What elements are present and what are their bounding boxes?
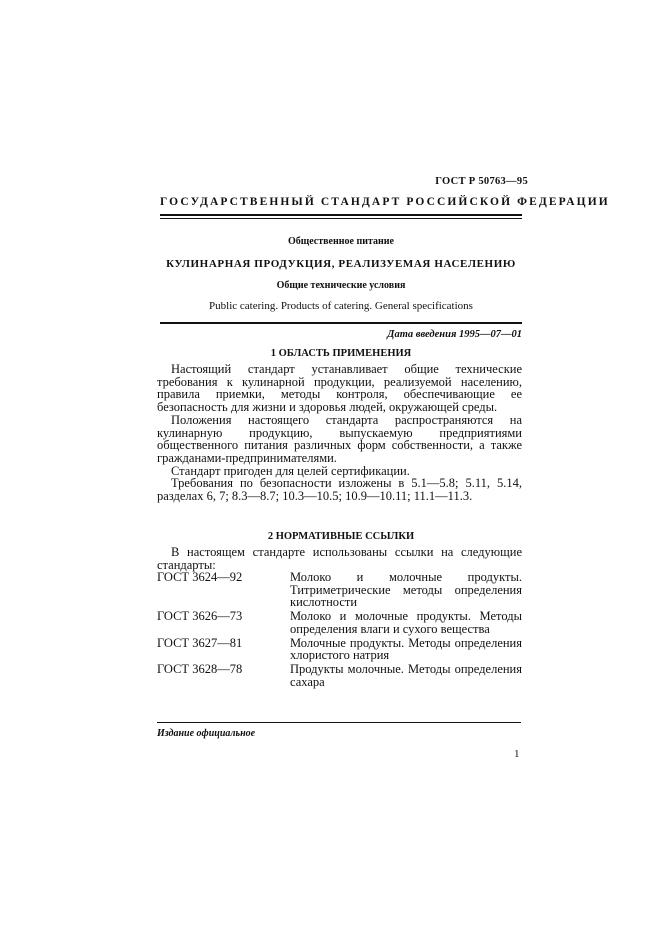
section-1-heading: 1 ОБЛАСТЬ ПРИМЕНЕНИЯ [270,348,412,359]
footer-rule [157,722,521,723]
reference-item [157,663,522,688]
reference-title: Продукты молочные. Методы определения сахара [290,661,522,689]
state-standard-heading: ГОСУДАРСТВЕННЫЙ СТАНДАРТ РОССИЙСКОЙ ФЕДЕРАЦИИ [160,196,610,208]
reference-title: Молоко и молочные продукты. Методы определения влаги и сухого вещества [290,609,522,636]
header-rule-thick [160,214,522,216]
section-2-heading: 2 НОРМАТИВНЫЕ ССЫЛКИ [267,531,415,542]
title-rule [160,322,522,324]
section-1-body [157,363,522,503]
reference-code: ГОСТ 3624—92 [157,570,243,584]
page-number: 1 [514,748,520,760]
english-title: Public catering. Products of catering. General specifications [209,300,473,312]
section-1-paragraph: Положения настоящего стандарта распространяются на кулинарную продукцию, выпускаемую предприятиями общественного питания различных форм собственности, а также гражданами-предпринимателями. [157,412,522,465]
section-2-intro [157,546,522,571]
references-list [157,571,522,689]
section-1-paragraph: Стандарт пригоден для целей сертификации. [171,463,410,478]
document-code: ГОСТ Р 50763—95 [435,176,528,187]
reference-item [157,637,522,662]
edition-label: Издание официальное [157,728,256,739]
section-1-paragraph: Настоящий стандарт устанавливает общие технические требования к кулинарной продукции, реализуемой населению, правила приемки, методы контроля, обеспечивающие ее безопасность для жизни и здоровья людей, окружающей среды. [157,362,522,415]
reference-code: ГОСТ 3626—73 [157,609,243,624]
reference-item [157,571,522,609]
reference-item [157,610,522,635]
reference-title: Молочные продукты. Методы определения хлористого натрия [290,635,522,663]
header-rule-thin [160,218,522,219]
document-title: КУЛИНАРНАЯ ПРОДУКЦИЯ, РЕАЛИЗУЕМАЯ НАСЕЛЕНИЮ [166,258,516,270]
category-label: Общественное питание [288,236,394,247]
section-2-intro-text: В настоящем стандарте использованы ссылки на следующие стандарты: [157,545,522,572]
reference-title: Молоко и молочные продукты. Титриметрические методы определения кислотности [290,570,522,610]
document-subtitle: Общие технические условия [276,280,406,291]
section-1-paragraph: Требования по безопасности изложены в 5.1—5.8; 5.11, 5.14, разделах 6, 7; 8.3—8.7; 10.3—10.5; 10.9—10.11; 11.1—11.3. [157,476,522,504]
reference-code: ГОСТ 3627—81 [157,635,243,650]
introduction-date: Дата введения 1995—07—01 [387,329,522,340]
reference-code: ГОСТ 3628—78 [157,661,243,676]
